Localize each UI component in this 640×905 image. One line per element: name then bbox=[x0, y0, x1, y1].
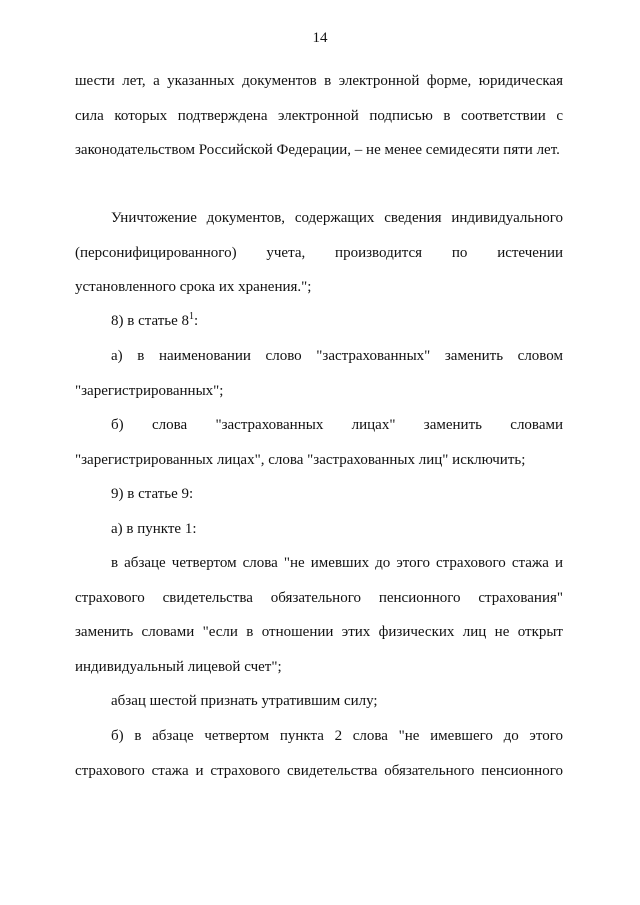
item-8-text: 8) в статье 8 bbox=[111, 313, 190, 329]
text-block-4 bbox=[75, 339, 563, 408]
paragraph-item-8b: б) слова "застрахованных лицах" заменить словами "зарегистрированных лицах", слова "застрахованных лиц" исключить; bbox=[75, 417, 563, 468]
text-block-9 bbox=[75, 684, 563, 719]
page-number: 14 bbox=[312, 30, 328, 46]
text-block-7 bbox=[75, 512, 563, 547]
text-block-8 bbox=[75, 546, 563, 684]
text-block-10 bbox=[75, 719, 563, 788]
paragraph-item-8a: а) в наименовании слово "застрахованных" заменить словом "зарегистрированных"; bbox=[75, 348, 563, 399]
text-block-3 bbox=[75, 304, 563, 339]
item-8-colon: : bbox=[194, 313, 199, 329]
item-8-superscript: 1 bbox=[189, 311, 195, 322]
paragraph-item-9: 9) в статье 9: bbox=[111, 486, 194, 502]
text-block-5 bbox=[75, 408, 563, 477]
text-block-6 bbox=[75, 477, 563, 512]
paragraph-item-8 bbox=[75, 304, 563, 339]
paragraph-item-9a-abzac-4: в абзаце четвертом слова "не имевших до этого страхового стажа и страхового свидетельства обязательного пенсионного страхования" заменить словами "если в отношении этих физических лиц не открыт индивидуальный лицевой счет"; bbox=[75, 555, 563, 675]
text-block-2 bbox=[75, 201, 563, 305]
paragraph-item-9a: а) в пункте 1: bbox=[111, 521, 197, 537]
paragraph-continuation: шести лет, а указанных документов в электронной форме, юридическая сила которых подтверждена электронной подписью в соответствии с законодательством Российской Федерации, – не менее семидесяти пяти лет. bbox=[75, 73, 563, 158]
paragraph-item-9a-abzac-6: абзац шестой признать утратившим силу; bbox=[111, 693, 378, 709]
text-block-1 bbox=[75, 64, 563, 168]
paragraph-destruction: Уничтожение документов, содержащих сведения индивидуального (персонифицированного) учета, производится по истечении установленного срока их хранения."; bbox=[75, 210, 563, 295]
paragraph-item-9b: б) в абзаце четвертом пункта 2 слова "не имевшего до этого страхового стажа и страхового свидетельства обязательного пенсионного bbox=[75, 728, 563, 779]
